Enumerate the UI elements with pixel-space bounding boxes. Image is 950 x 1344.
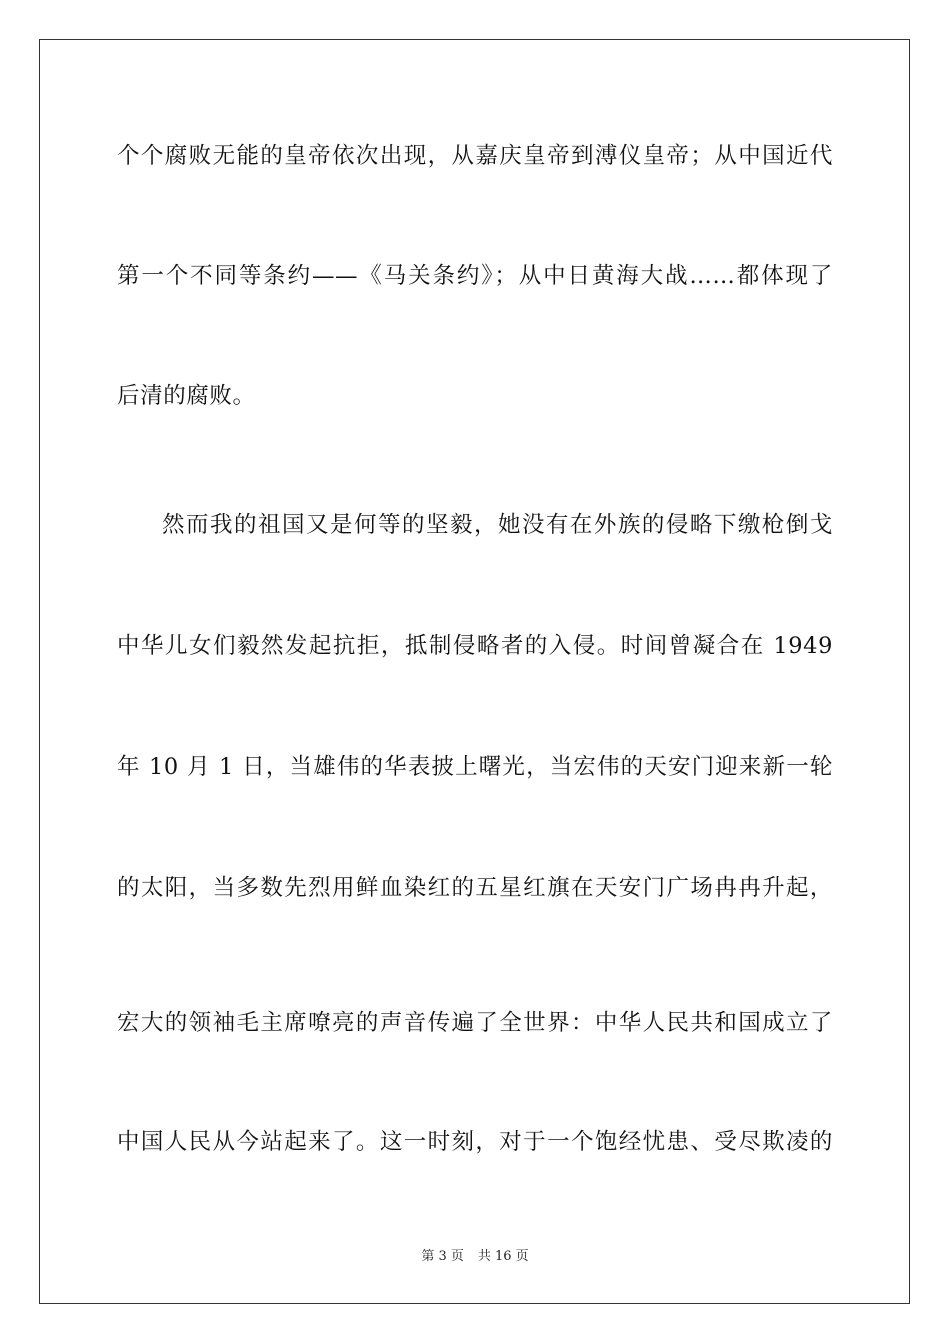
body-text-line: 第一个不同等条约——《马关条约》；从中日黄海大战……都体现了: [117, 263, 833, 289]
paragraph-first-line: 然而我的祖国又是何等的坚毅，她没有在外族的侵略下缴枪倒戈: [162, 512, 833, 538]
body-text-line: 中华儿女们毅然发起抗拒，抵制侵略者的入侵。时间曾凝合在 1949: [117, 633, 833, 659]
page-footer: [0, 1248, 950, 1266]
body-text-line: 的太阳，当多数先烈用鲜血染红的五星红旗在天安门广场冉冉升起，: [117, 875, 833, 901]
page-number: 第 3 页: [421, 1249, 464, 1264]
page-total: 共 16 页: [477, 1249, 529, 1264]
body-text-line: 个个腐败无能的皇帝依次出现，从嘉庆皇帝到溥仪皇帝；从中国近代: [117, 143, 833, 169]
body-text-line: 宏大的领袖毛主席嘹亮的声音传遍了全世界：中华人民共和国成立了: [117, 1010, 833, 1036]
body-text-line: 年 10 月 1 日，当雄伟的华表披上曙光，当宏伟的天安门迎来新一轮: [117, 754, 833, 780]
body-text-line: 中国人民从今站起来了。这一时刻，对于一个饱经忧患、受尽欺凌的: [117, 1129, 833, 1155]
page-border: [39, 39, 910, 1304]
body-text-line: 后清的腐败。: [117, 383, 256, 409]
